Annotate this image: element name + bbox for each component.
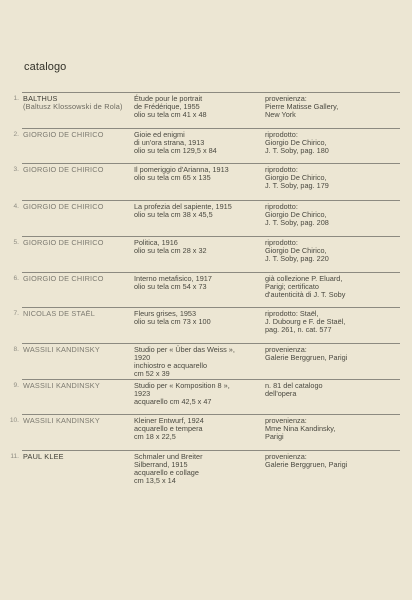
provenance-notes-line: J. T. Soby, pag. 208 [265,218,329,227]
provenance-notes [265,346,399,362]
provenance-notes-line: provenienza: [265,452,307,461]
artist-name: GIORGIO DE CHIRICO [23,202,104,211]
artwork-details-line: Interno metafisico, 1917 [134,274,212,283]
artwork-details-line: acquarello e collage [134,468,199,477]
artwork-details-line: Kleiner Entwurf, 1924 [134,416,204,425]
artwork-details-line: olio su tela cm 28 x 32 [134,246,207,255]
provenance-notes-line: Galerie Berggruen, Parigi [265,353,348,362]
provenance-notes [265,203,399,227]
provenance-notes-line: J. T. Soby, pag. 220 [265,254,329,263]
provenance-notes-line: J. Dubourg e F. de Staël, [265,317,346,326]
provenance-notes-line: pag. 261, n. cat. 577 [265,325,332,334]
artist-column [23,95,127,111]
provenance-notes-line: provenienza: [265,416,307,425]
entry-number: 8. [13,346,19,353]
provenance-notes-line: J. T. Soby, pag. 180 [265,146,329,155]
artwork-details-line: olio su tela cm 38 x 45,5 [134,210,213,219]
provenance-notes-line: J. T. Soby, pag. 179 [265,181,329,190]
artist-full-name: (Baltusz Klossowski de Rola) [23,102,123,111]
artwork-details-line: Schmaler und Breiter [134,452,203,461]
entry-divider [22,236,400,237]
provenance-notes-line: già collezione P. Eluard, [265,274,343,283]
artwork-details-line: olio su tela cm 129,5 x 84 [134,146,217,155]
entry-number: 2. [13,131,19,138]
artwork-details-line: acquarello cm 42,5 x 47 [134,397,212,406]
provenance-notes [265,417,399,441]
artwork-details [134,453,256,485]
artwork-details-line: inchiostro e acquarello [134,361,208,370]
provenance-notes-line: New York [265,110,296,119]
artwork-details [134,166,256,182]
entry-number: 9. [13,382,19,389]
provenance-notes-line: riprodotto: [265,165,298,174]
artist-column [23,166,127,174]
entry-divider [22,414,400,415]
artist-column [23,203,127,211]
artwork-details [134,131,256,155]
provenance-notes-line: provenienza: [265,94,307,103]
provenance-notes-line: Giorgio De Chirico, [265,138,327,147]
page-heading: catalogo [24,61,67,73]
entry-divider [22,163,400,164]
entry-divider [22,343,400,344]
entry-number: 7. [13,310,19,317]
artist-column [23,239,127,247]
artist-name: WASSILI KANDINSKY [23,381,100,390]
provenance-notes [265,131,399,155]
provenance-notes [265,95,399,119]
artwork-details-line: cm 18 x 22,5 [134,432,176,441]
entry-number: 1. [13,95,19,102]
artwork-details [134,203,256,219]
provenance-notes-line: Parigi; certificato [265,282,319,291]
provenance-notes-line: riprodotto: [265,130,298,139]
artwork-details-line: di un'ora strana, 1913 [134,138,205,147]
artist-column [23,310,127,318]
provenance-notes-line: Giorgio De Chirico, [265,210,327,219]
entry-number: 10. [9,417,19,424]
entry-divider [22,379,400,380]
provenance-notes-line: riprodotto: Staël, [265,309,319,318]
provenance-notes [265,239,399,263]
entry-divider [22,450,400,451]
provenance-notes-line: Giorgio De Chirico, [265,246,327,255]
artist-name: GIORGIO DE CHIRICO [23,238,104,247]
provenance-notes-line: provenienza: [265,345,307,354]
entry-number: 5. [13,239,19,246]
provenance-notes-line: Pierre Matisse Gallery, [265,102,339,111]
artwork-details-line: acquarello e tempera [134,424,203,433]
artwork-details [134,346,256,378]
artist-column [23,275,127,283]
provenance-notes-line: Parigi [265,432,284,441]
provenance-notes [265,166,399,190]
entry-divider [22,92,400,93]
artwork-details [134,95,256,119]
entry-number: 3. [13,166,19,173]
artwork-details-line: Politica, 1916 [134,238,178,247]
entry-divider [22,307,400,308]
entry-number: 6. [13,275,19,282]
artwork-details-line: Il pomeriggio d'Arianna, 1913 [134,165,229,174]
artist-name: GIORGIO DE CHIRICO [23,130,104,139]
provenance-notes [265,382,399,398]
entry-divider [22,128,400,129]
artwork-details-line: Fleurs grises, 1953 [134,309,197,318]
entry-divider [22,272,400,273]
artist-name: PAUL KLEE [23,452,64,461]
artist-name: GIORGIO DE CHIRICO [23,165,104,174]
artist-column [23,417,127,425]
artwork-details [134,275,256,291]
provenance-notes-line: n. 81 del catalogo [265,381,323,390]
artwork-details-line: olio su tela cm 54 x 73 [134,282,207,291]
entry-divider [22,200,400,201]
provenance-notes-line: dell'opera [265,389,297,398]
artwork-details-line: de Frédérique, 1955 [134,102,200,111]
artwork-details-line: Silberrand, 1915 [134,460,188,469]
artwork-details-line: cm 13,5 x 14 [134,476,176,485]
artwork-details-line: Étude pour le portrait [134,94,203,103]
artwork-details-line: Studio per « Über das Weiss », [134,345,235,354]
artwork-details [134,417,256,441]
provenance-notes-line: Mme Nina Kandinsky, [265,424,336,433]
artwork-details [134,310,256,326]
artist-column [23,382,127,390]
artist-name: WASSILI KANDINSKY [23,416,100,425]
artwork-details-line: 1920 [134,353,151,362]
provenance-notes [265,310,399,334]
artist-column [23,131,127,139]
artwork-details-line: 1923 [134,389,151,398]
provenance-notes-line: riprodotto: [265,202,298,211]
entry-number: 4. [13,203,19,210]
artist-name: GIORGIO DE CHIRICO [23,274,104,283]
artwork-details-line: Gioie ed enigmi [134,130,185,139]
artist-name: BALTHUS [23,94,58,103]
artwork-details-line: olio su tela cm 73 x 100 [134,317,211,326]
artwork-details-line: olio su tela cm 41 x 48 [134,110,207,119]
provenance-notes [265,453,399,469]
artist-column [23,346,127,354]
provenance-notes [265,275,399,299]
artist-name: WASSILI KANDINSKY [23,345,100,354]
artist-column [23,453,127,461]
artist-name: NICOLAS DE STAËL [23,309,95,318]
entry-number: 11. [10,453,19,460]
artwork-details-line: cm 52 x 39 [134,369,170,378]
artwork-details [134,239,256,255]
provenance-notes-line: d'autenticità di J. T. Soby [265,290,346,299]
provenance-notes-line: Galerie Berggruen, Parigi [265,460,348,469]
artwork-details-line: La profezia del sapiente, 1915 [134,202,232,211]
provenance-notes-line: Giorgio De Chirico, [265,173,327,182]
artwork-details-line: olio su tela cm 65 x 135 [134,173,211,182]
provenance-notes-line: riprodotto: [265,238,298,247]
artwork-details-line: Studio per « Komposition 8 », [134,381,230,390]
artwork-details [134,382,256,406]
